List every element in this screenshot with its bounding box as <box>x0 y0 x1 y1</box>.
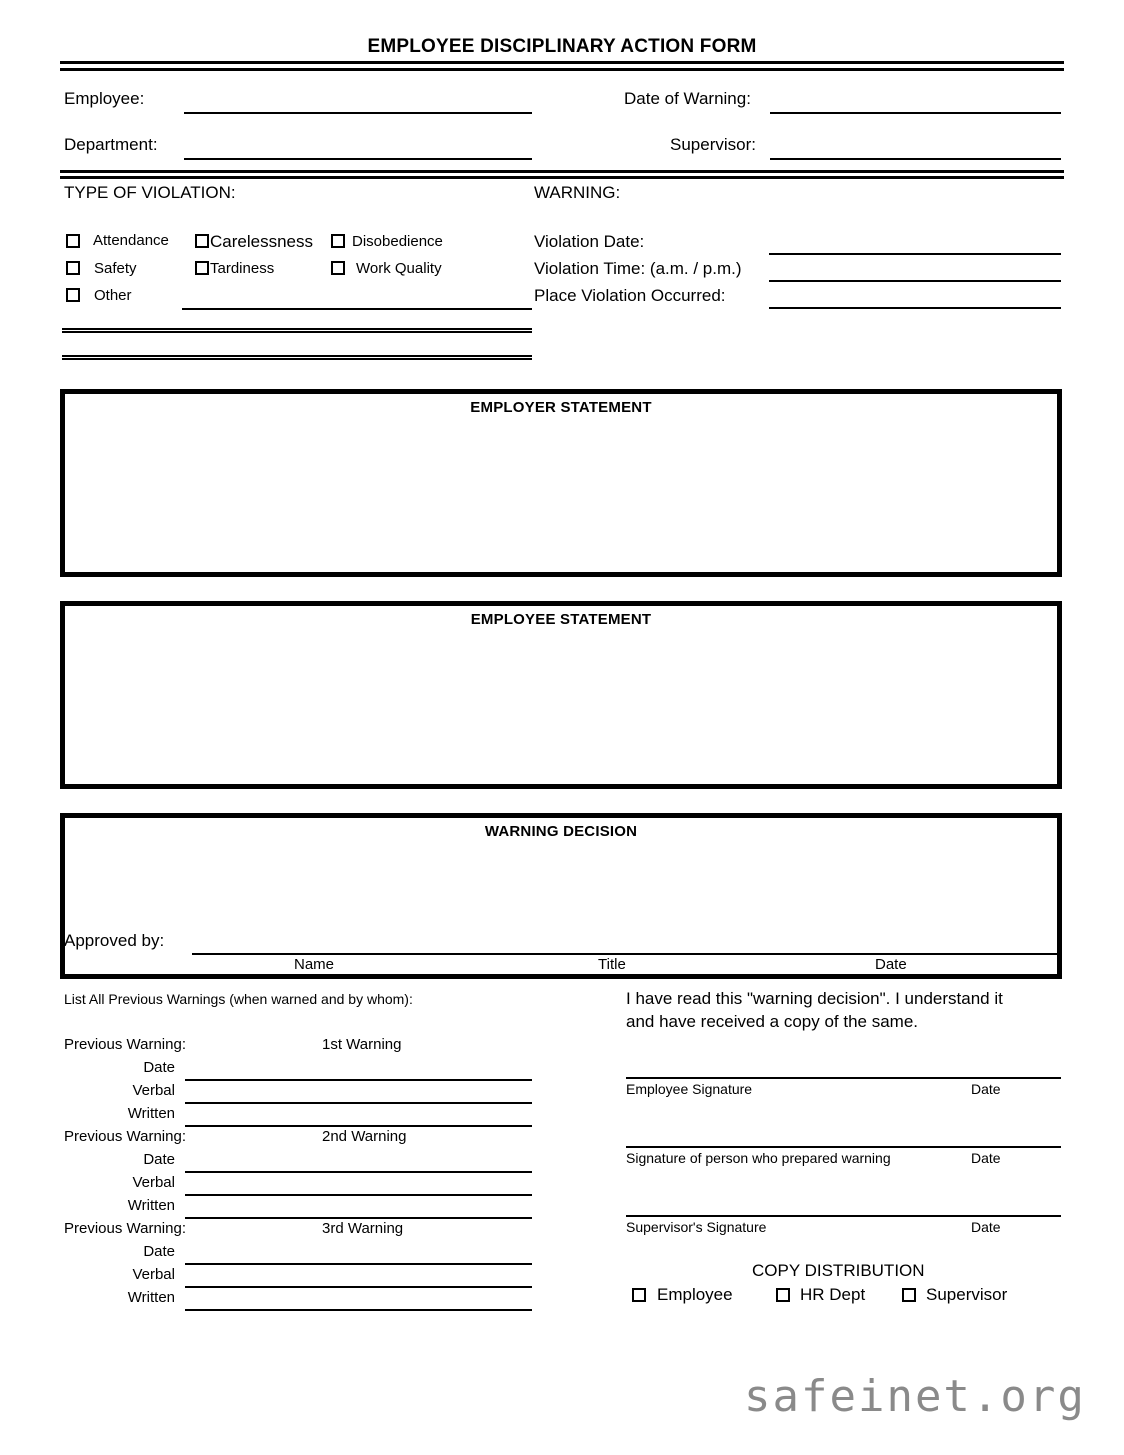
previous-warning-1-verbal-line[interactable] <box>185 1102 532 1104</box>
type-of-violation-heading: TYPE OF VIOLATION: <box>64 183 236 202</box>
checkbox-safety[interactable] <box>66 261 80 275</box>
supervisor-signature-date-label: Date <box>971 1219 1001 1235</box>
approved-by-label: Approved by: <box>64 931 165 950</box>
previous-warning-ordinal-3: 3rd Warning <box>322 1220 404 1237</box>
employer-statement-box[interactable] <box>60 389 1062 577</box>
previous-warning-1-date-label: Date <box>143 1059 175 1076</box>
warning-decision-title: WARNING DECISION <box>484 823 638 840</box>
previous-warning-ordinal-2: 2nd Warning <box>322 1128 407 1145</box>
previous-warning-1-written-label: Written <box>127 1105 175 1122</box>
checkbox-label-disobedience: Disobedience <box>352 233 443 250</box>
previous-warning-2-verbal-label: Verbal <box>132 1174 175 1191</box>
employer-statement-title: EMPLOYER STATEMENT <box>470 399 652 416</box>
other-violation-input-line[interactable] <box>182 308 532 310</box>
checkbox-label-copy-supervisor: Supervisor <box>926 1285 1008 1304</box>
checkbox-attendance[interactable] <box>66 234 80 248</box>
page-title: EMPLOYEE DISCIPLINARY ACTION FORM <box>367 36 757 57</box>
department-label: Department: <box>64 135 158 154</box>
checkbox-copy-hr-dept[interactable] <box>776 1288 790 1302</box>
checkbox-label-work-quality: Work Quality <box>356 260 442 277</box>
previous-warning-2-written-line[interactable] <box>185 1217 532 1219</box>
approved-by-input-line[interactable] <box>192 953 1061 955</box>
warning-decision-column-name: Name <box>294 956 335 973</box>
checkbox-copy-employee[interactable] <box>632 1288 646 1302</box>
checkbox-label-copy-employee: Employee <box>657 1285 733 1304</box>
previous-warning-label-2: Previous Warning: <box>64 1128 186 1145</box>
supervisor-label: Supervisor: <box>670 135 756 154</box>
watermark: safeinet.org <box>744 1371 1086 1422</box>
supervisor-signature-label: Supervisor's Signature <box>626 1219 767 1235</box>
previous-warnings-intro: List All Previous Warnings (when warned and by whom): <box>64 991 413 1007</box>
previous-warning-3-date-line[interactable] <box>185 1263 532 1265</box>
title-divider <box>60 61 1064 71</box>
checkbox-label-attendance: Attendance <box>93 232 169 249</box>
section-divider <box>60 170 1064 179</box>
violation-date-input-line[interactable] <box>769 253 1061 255</box>
employee-signature-date-label: Date <box>971 1081 1001 1097</box>
previous-warning-3-verbal-line[interactable] <box>185 1286 532 1288</box>
checkbox-copy-supervisor[interactable] <box>902 1288 916 1302</box>
previous-warning-2-written-label: Written <box>127 1197 175 1214</box>
employee-signature-line[interactable] <box>626 1077 1061 1079</box>
previous-warning-2-date-label: Date <box>143 1151 175 1168</box>
violation-time-input-line[interactable] <box>769 280 1061 282</box>
employee-signature-label: Employee Signature <box>626 1081 753 1097</box>
previous-warning-3-written-label: Written <box>127 1289 175 1306</box>
checkbox-label-other: Other <box>94 287 132 304</box>
checkbox-work-quality[interactable] <box>331 261 345 275</box>
previous-warning-1-date-line[interactable] <box>185 1079 532 1081</box>
previous-warning-2-date-line[interactable] <box>185 1171 532 1173</box>
employee-label: Employee: <box>64 89 145 108</box>
previous-warning-3-written-line[interactable] <box>185 1309 532 1311</box>
checkbox-label-copy-hr-dept: HR Dept <box>800 1285 866 1304</box>
acknowledgement-line-1: I have read this "warning decision". I understand it <box>626 989 1003 1008</box>
checkbox-label-carelessness: Carelessness <box>210 232 313 251</box>
checkbox-carelessness[interactable] <box>195 234 209 248</box>
previous-warning-1-verbal-label: Verbal <box>132 1082 175 1099</box>
employee-statement-title: EMPLOYEE STATEMENT <box>470 611 652 628</box>
copy-distribution-title: COPY DISTRIBUTION <box>752 1261 925 1280</box>
acknowledgement-line-2: and have received a copy of the same. <box>626 1012 919 1031</box>
place-violation-input-line[interactable] <box>769 307 1061 309</box>
previous-warning-label-3: Previous Warning: <box>64 1220 186 1237</box>
previous-warning-3-verbal-label: Verbal <box>132 1266 175 1283</box>
violation-time-label: Violation Time: (a.m. / p.m.) <box>534 259 742 278</box>
violation-extra-line-2[interactable] <box>62 355 532 360</box>
employee-input-line[interactable] <box>184 112 532 114</box>
preparer-signature-line[interactable] <box>626 1146 1061 1148</box>
violation-extra-line-1[interactable] <box>62 328 532 333</box>
preparer-signature-date-label: Date <box>971 1150 1001 1166</box>
warning-decision-column-title: Title <box>598 956 626 973</box>
supervisor-signature-line[interactable] <box>626 1215 1061 1217</box>
supervisor-input-line[interactable] <box>770 158 1061 160</box>
warning-decision-column-date: Date <box>875 956 907 973</box>
previous-warning-label-1: Previous Warning: <box>64 1036 186 1053</box>
previous-warning-1-written-line[interactable] <box>185 1125 532 1127</box>
checkbox-label-safety: Safety <box>94 260 137 277</box>
preparer-signature-label: Signature of person who prepared warning <box>626 1150 891 1166</box>
previous-warning-3-date-label: Date <box>143 1243 175 1260</box>
date-of-warning-label: Date of Warning: <box>624 89 751 108</box>
violation-date-label: Violation Date: <box>534 232 645 251</box>
department-input-line[interactable] <box>184 158 532 160</box>
previous-warning-2-verbal-line[interactable] <box>185 1194 532 1196</box>
checkbox-disobedience[interactable] <box>331 234 345 248</box>
employee-statement-box[interactable] <box>60 601 1062 789</box>
checkbox-tardiness[interactable] <box>195 261 209 275</box>
date-of-warning-input-line[interactable] <box>770 112 1061 114</box>
warning-heading: WARNING: <box>534 183 621 202</box>
place-violation-label: Place Violation Occurred: <box>534 286 726 305</box>
previous-warning-ordinal-1: 1st Warning <box>322 1036 402 1053</box>
checkbox-label-tardiness: Tardiness <box>210 260 275 277</box>
checkbox-other[interactable] <box>66 288 80 302</box>
